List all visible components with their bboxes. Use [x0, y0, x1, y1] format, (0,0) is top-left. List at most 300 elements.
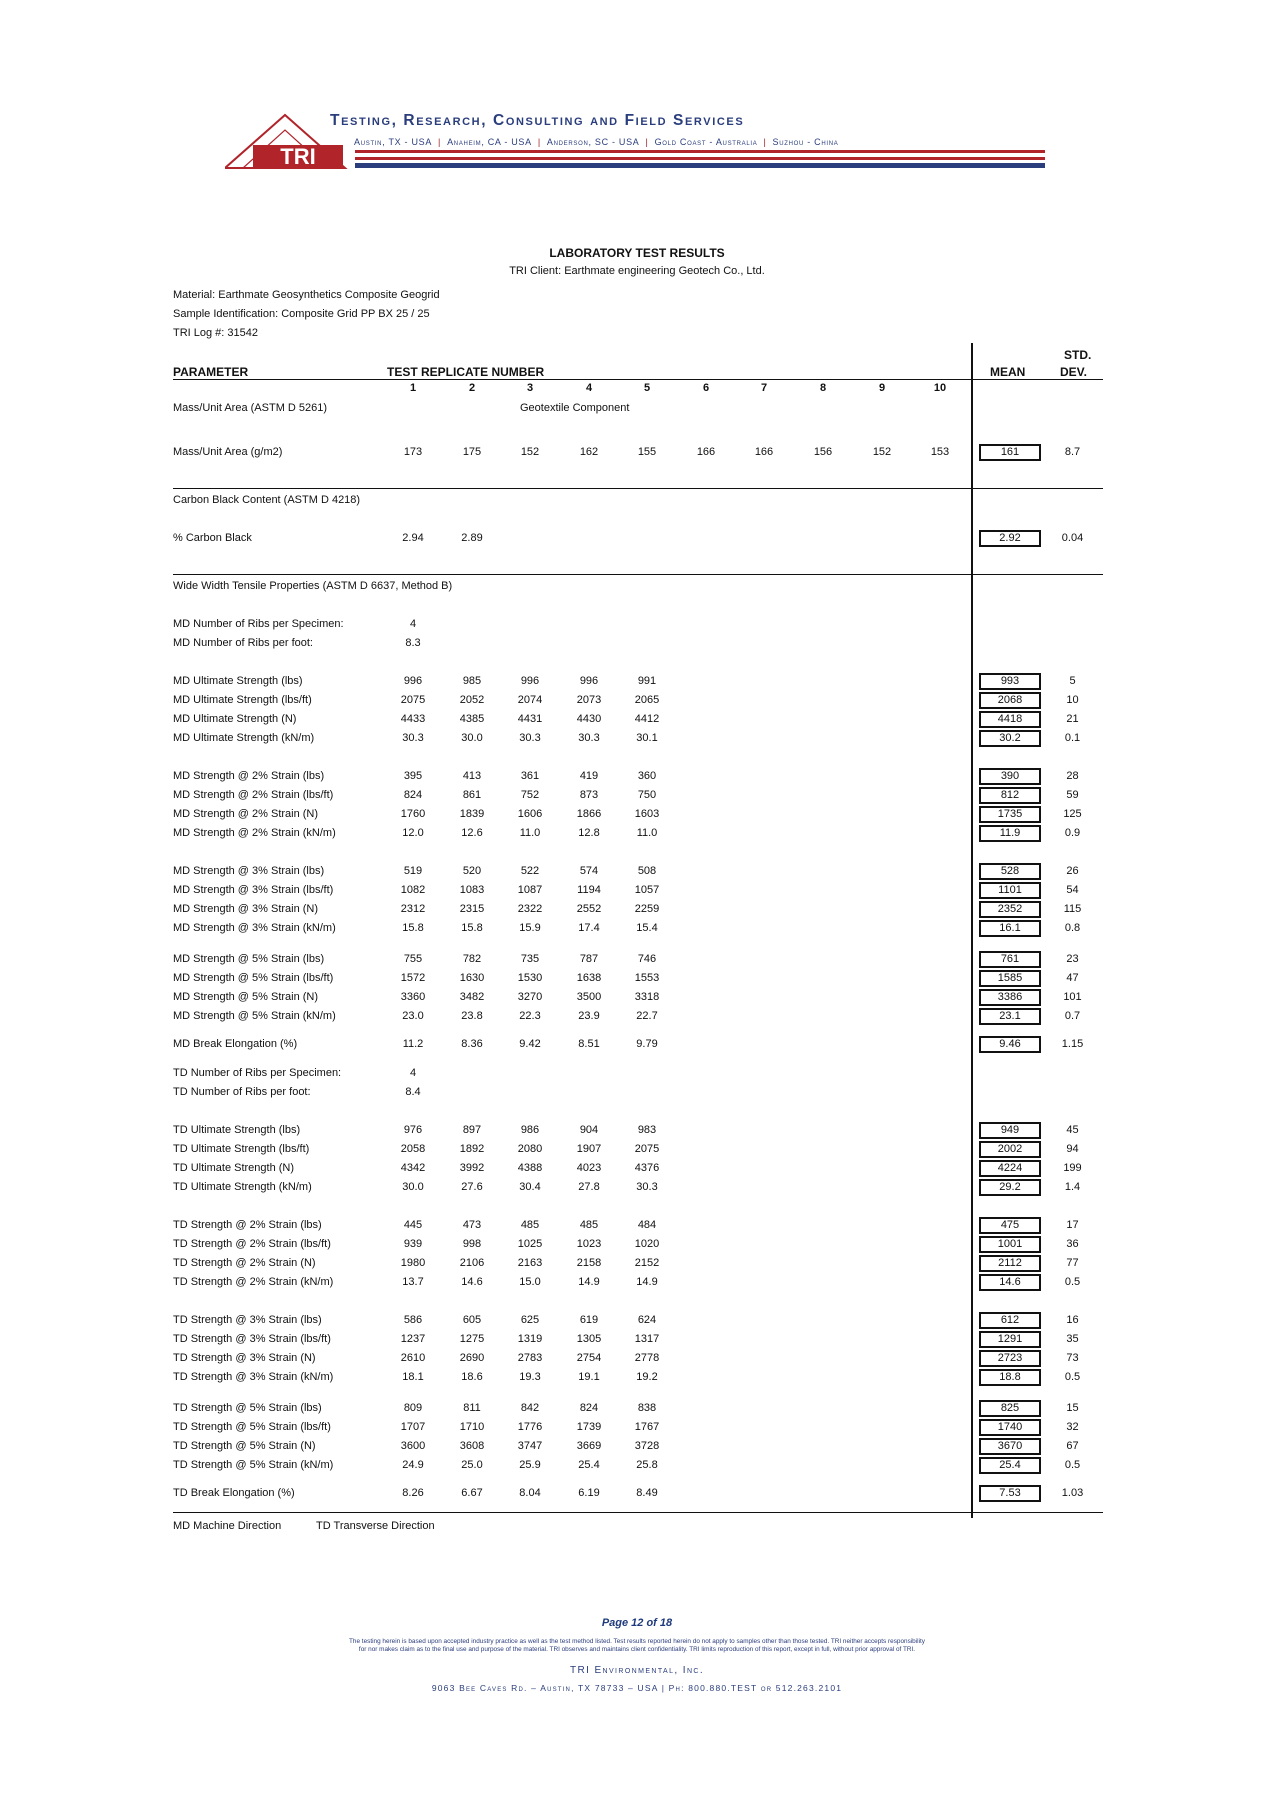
parameter-header: PARAMETER	[173, 365, 249, 379]
replicate-value: 19.1	[578, 1371, 600, 1383]
replicate-value: 8.3	[405, 637, 421, 649]
replicate-value: 1630	[459, 972, 485, 984]
replicate-value: 30.3	[519, 732, 541, 744]
replicate-value: 11.0	[636, 827, 658, 839]
replicate-value: 750	[637, 789, 657, 801]
replicate-value: 3270	[517, 991, 543, 1003]
row-label: TD Ultimate Strength (N)	[173, 1162, 295, 1174]
replicate-value: 2610	[400, 1352, 426, 1364]
std-dev-value: 199	[1063, 1162, 1082, 1174]
replicate-value: 1760	[400, 808, 426, 820]
std-dev-value: 21	[1066, 713, 1079, 725]
replicate-value: 1866	[576, 808, 602, 820]
replicate-value: 27.6	[461, 1181, 483, 1193]
replicate-value: 395	[403, 770, 423, 782]
row-label: TD Strength @ 2% Strain (lbs/ft)	[173, 1238, 331, 1250]
mean-value: 161	[979, 444, 1041, 461]
mean-value: 612	[979, 1312, 1041, 1329]
replicate-value: 8.26	[402, 1487, 424, 1499]
row-label: MD Strength @ 2% Strain (kN/m)	[173, 827, 336, 839]
replicate-value: 1275	[459, 1333, 485, 1345]
replicate-value: 12.6	[461, 827, 483, 839]
replicate-value: 14.9	[636, 1276, 658, 1288]
replicate-value: 986	[520, 1124, 540, 1136]
replicate-value: 996	[520, 675, 540, 687]
component-label: Geotextile Component	[520, 402, 630, 414]
replicate-value: 25.8	[636, 1459, 658, 1471]
replicate-value: 991	[637, 675, 657, 687]
row-label: MD Strength @ 3% Strain (lbs)	[173, 865, 325, 877]
replicate-value: 904	[579, 1124, 599, 1136]
row-label: TD Strength @ 3% Strain (N)	[173, 1352, 316, 1364]
replicate-value: 4431	[517, 713, 543, 725]
replicate-value: 1710	[459, 1421, 485, 1433]
mean-value: 390	[979, 768, 1041, 785]
replicate-value: 4342	[400, 1162, 426, 1174]
replicate-value: 1305	[576, 1333, 602, 1345]
replicate-value: 746	[637, 953, 657, 965]
mean-value: 825	[979, 1400, 1041, 1417]
replicate-value: 522	[520, 865, 540, 877]
row-label: TD Number of Ribs per Specimen:	[173, 1067, 342, 1079]
replicate-value: 2074	[517, 694, 543, 706]
mean-value: 2723	[979, 1350, 1041, 1367]
replicate-value: 2065	[634, 694, 660, 706]
replicate-value: 1530	[517, 972, 543, 984]
replicate-value: 1237	[400, 1333, 426, 1345]
replicate-value: 18.6	[461, 1371, 483, 1383]
replicate-value: 8.51	[578, 1038, 600, 1050]
replicate-value: 625	[520, 1314, 540, 1326]
replicate-value: 11.2	[402, 1038, 424, 1050]
row-label: MD Break Elongation (%)	[173, 1038, 298, 1050]
replicate-col-5: 5	[643, 382, 651, 394]
replicate-value: 811	[463, 1402, 481, 1414]
replicate-value: 166	[754, 446, 774, 458]
replicate-value: 624	[637, 1314, 657, 1326]
mean-value: 9.46	[979, 1036, 1041, 1053]
replicate-value: 809	[403, 1402, 423, 1414]
replicate-value: 30.3	[402, 732, 424, 744]
row-label: Wide Width Tensile Properties (ASTM D 6637, Method B)	[173, 580, 453, 592]
replicate-value: 2690	[459, 1352, 485, 1364]
std-dev-value: 59	[1066, 789, 1079, 801]
std-dev-value: 23	[1066, 953, 1079, 965]
replicate-value: 25.4	[578, 1459, 600, 1471]
legend-td: TD Transverse Direction	[316, 1520, 435, 1532]
std-dev-value: 45	[1066, 1124, 1079, 1136]
replicate-value: 4430	[576, 713, 602, 725]
disclaimer	[270, 1638, 1004, 1654]
replicate-col-7: 7	[760, 382, 768, 394]
mean-value: 993	[979, 673, 1041, 690]
replicate-value: 824	[403, 789, 423, 801]
replicate-value: 1980	[400, 1257, 426, 1269]
replicate-value: 996	[579, 675, 599, 687]
replicate-value: 3992	[459, 1162, 485, 1174]
replicate-value: 2073	[576, 694, 602, 706]
row-label: TD Ultimate Strength (lbs/ft)	[173, 1143, 310, 1155]
replicate-value: 574	[579, 865, 599, 877]
std-dev-value: 101	[1063, 991, 1082, 1003]
replicate-value: 1082	[400, 884, 426, 896]
std-dev-value: 1.4	[1064, 1181, 1081, 1193]
row-label: TD Strength @ 2% Strain (N)	[173, 1257, 316, 1269]
replicate-col-2: 2	[468, 382, 476, 394]
replicate-value: 8.04	[519, 1487, 541, 1499]
replicate-value: 413	[462, 770, 482, 782]
replicate-value: 985	[462, 675, 482, 687]
mean-value: 25.4	[979, 1457, 1041, 1474]
replicate-value: 2.89	[461, 532, 483, 544]
company-name: TRI Environmental, Inc.	[569, 1665, 705, 1676]
replicate-value: 752	[520, 789, 540, 801]
replicate-value: 2754	[576, 1352, 602, 1364]
mean-value: 528	[979, 863, 1041, 880]
row-label: Mass/Unit Area (ASTM D 5261)	[173, 402, 328, 414]
row-label: MD Strength @ 5% Strain (lbs/ft)	[173, 972, 334, 984]
std-dev-value: 0.04	[1061, 532, 1084, 544]
replicate-value: 6.19	[578, 1487, 600, 1499]
replicate-value: 586	[403, 1314, 423, 1326]
replicate-value: 6.67	[461, 1487, 483, 1499]
replicate-value: 152	[872, 446, 892, 458]
replicate-value: 2778	[634, 1352, 660, 1364]
replicate-value: 755	[403, 953, 423, 965]
row-label: TD Strength @ 2% Strain (kN/m)	[173, 1276, 334, 1288]
replicate-value: 4	[409, 1067, 417, 1079]
replicate-value: 12.8	[578, 827, 600, 839]
row-label: MD Strength @ 5% Strain (N)	[173, 991, 319, 1003]
row-label: TD Strength @ 3% Strain (lbs)	[173, 1314, 322, 1326]
replicate-value: 2163	[517, 1257, 543, 1269]
location-austin: Austin, TX - USA	[354, 137, 433, 147]
std-dev-value: 54	[1066, 884, 1079, 896]
row-label: TD Strength @ 3% Strain (kN/m)	[173, 1371, 334, 1383]
replicate-value: 1606	[517, 808, 543, 820]
replicate-value: 3608	[459, 1440, 485, 1452]
logo-text: TRI	[280, 144, 316, 169]
location-suzhou: Suzhou - China	[772, 137, 839, 147]
row-label: MD Number of Ribs per foot:	[173, 637, 313, 649]
std-dev-value: 0.1	[1064, 732, 1081, 744]
replicate-value: 8.4	[405, 1086, 421, 1098]
replicate-value: 2158	[576, 1257, 602, 1269]
replicate-value: 1892	[459, 1143, 485, 1155]
row-label: MD Ultimate Strength (kN/m)	[173, 732, 315, 744]
std-dev-value: 67	[1066, 1440, 1079, 1452]
replicate-value: 3600	[400, 1440, 426, 1452]
row-label: MD Number of Ribs per Specimen:	[173, 618, 344, 630]
std-dev-value: 5	[1069, 675, 1076, 687]
replicate-value: 2058	[400, 1143, 426, 1155]
mean-value: 23.1	[979, 1008, 1041, 1025]
replicate-col-10: 10	[933, 382, 947, 394]
replicate-value: 1023	[576, 1238, 602, 1250]
row-label: MD Strength @ 3% Strain (N)	[173, 903, 319, 915]
replicate-value: 153	[930, 446, 950, 458]
replicate-value: 2322	[517, 903, 543, 915]
replicate-value: 3500	[576, 991, 602, 1003]
mean-value: 18.8	[979, 1369, 1041, 1386]
replicate-value: 1707	[400, 1421, 426, 1433]
std-dev-value: 35	[1066, 1333, 1079, 1345]
replicate-value: 2.94	[402, 532, 424, 544]
mean-header: MEAN	[990, 365, 1026, 379]
replicate-value: 4385	[459, 713, 485, 725]
replicate-col-8: 8	[819, 382, 827, 394]
replicate-value: 9.79	[636, 1038, 658, 1050]
replicate-col-3: 3	[526, 382, 534, 394]
row-label: Carbon Black Content (ASTM D 4218)	[173, 494, 361, 506]
row-label: TD Strength @ 5% Strain (lbs/ft)	[173, 1421, 331, 1433]
row-label: MD Ultimate Strength (lbs/ft)	[173, 694, 312, 706]
replicate-value: 23.0	[402, 1010, 424, 1022]
mean-value: 29.2	[979, 1179, 1041, 1196]
mean-value: 2002	[979, 1141, 1041, 1158]
std-dev-value: 10	[1066, 694, 1079, 706]
row-label: TD Strength @ 5% Strain (lbs)	[173, 1402, 322, 1414]
std-dev-value: 0.9	[1064, 827, 1081, 839]
replicate-value: 1057	[634, 884, 660, 896]
replicate-value: 3747	[517, 1440, 543, 1452]
replicate-value: 998	[462, 1238, 482, 1250]
replicate-value: 1319	[517, 1333, 543, 1345]
row-label: TD Break Elongation (%)	[173, 1487, 295, 1499]
row-label: MD Strength @ 5% Strain (lbs)	[173, 953, 325, 965]
replicate-value: 4376	[634, 1162, 660, 1174]
std-dev-value: 115	[1063, 903, 1082, 915]
replicate-value: 473	[462, 1219, 482, 1231]
row-label: MD Strength @ 2% Strain (N)	[173, 808, 319, 820]
replicate-value: 15.8	[461, 922, 483, 934]
std-dev-value: 47	[1066, 972, 1079, 984]
row-label: % Carbon Black	[173, 532, 252, 544]
replicate-value: 3482	[459, 991, 485, 1003]
replicate-value: 1020	[634, 1238, 660, 1250]
std-dev-value: 17	[1066, 1219, 1079, 1231]
report-title: LABORATORY TEST RESULTS	[549, 246, 725, 260]
mean-value: 1740	[979, 1419, 1041, 1436]
row-label: MD Strength @ 5% Strain (kN/m)	[173, 1010, 336, 1022]
sample-id-line: Sample Identification: Composite Grid PP BX 25 / 25	[173, 308, 430, 320]
header-title: Testing, Research, Consulting and Field Services	[330, 112, 745, 129]
std-dev-value: 94	[1066, 1143, 1079, 1155]
replicate-value: 19.2	[636, 1371, 658, 1383]
mean-value: 1735	[979, 806, 1041, 823]
replicate-value: 1025	[517, 1238, 543, 1250]
replicate-value: 605	[462, 1314, 482, 1326]
replicate-value: 2152	[634, 1257, 660, 1269]
replicate-value: 519	[403, 865, 423, 877]
std-dev-value: 32	[1066, 1421, 1079, 1433]
row-label: Mass/Unit Area (g/m2)	[173, 446, 283, 458]
replicate-value: 13.7	[402, 1276, 424, 1288]
mean-value: 2.92	[979, 530, 1041, 547]
log-number-line: TRI Log #: 31542	[173, 327, 259, 339]
replicate-value: 1907	[576, 1143, 602, 1155]
mean-value: 1101	[979, 882, 1041, 899]
replicate-value: 485	[520, 1219, 540, 1231]
replicate-value: 166	[696, 446, 716, 458]
table-bottom-rule	[173, 1512, 1103, 1513]
legend-md: MD Machine Direction	[173, 1520, 282, 1532]
replicate-value: 976	[403, 1124, 423, 1136]
replicate-value: 173	[403, 446, 423, 458]
replicate-value: 1603	[634, 808, 660, 820]
mean-value: 1585	[979, 970, 1041, 987]
std-dev-value: 73	[1066, 1352, 1079, 1364]
mean-value: 812	[979, 787, 1041, 804]
replicate-value: 1553	[634, 972, 660, 984]
location-gold-coast: Gold Coast - Australia	[654, 137, 758, 147]
row-label: TD Strength @ 3% Strain (lbs/ft)	[173, 1333, 331, 1345]
mean-value: 949	[979, 1122, 1041, 1139]
std-header-top: STD.	[1064, 348, 1092, 362]
replicate-value: 3360	[400, 991, 426, 1003]
page-number: Page 12 of 18	[601, 1617, 673, 1629]
mean-value: 3386	[979, 989, 1041, 1006]
replicate-value: 2075	[400, 694, 426, 706]
std-dev-value: 8.7	[1064, 446, 1081, 458]
mean-value: 7.53	[979, 1485, 1041, 1502]
replicate-value: 1194	[577, 884, 601, 896]
replicate-value: 2783	[517, 1352, 543, 1364]
replicate-value: 15.8	[402, 922, 424, 934]
row-label: MD Ultimate Strength (N)	[173, 713, 297, 725]
replicate-value: 939	[403, 1238, 423, 1250]
replicate-value: 9.42	[519, 1038, 541, 1050]
replicate-value: 25.9	[519, 1459, 541, 1471]
replicate-value: 484	[637, 1219, 657, 1231]
section-rule-tensile	[173, 574, 1103, 575]
replicate-value: 445	[403, 1219, 423, 1231]
replicate-value: 30.0	[461, 732, 483, 744]
header-stripes	[355, 150, 1045, 172]
replicate-value: 485	[579, 1219, 599, 1231]
mean-value: 16.1	[979, 920, 1041, 937]
replicate-value: 162	[579, 446, 599, 458]
mean-value: 2352	[979, 901, 1041, 918]
replicate-value: 4412	[634, 713, 660, 725]
std-dev-value: 0.5	[1064, 1371, 1081, 1383]
row-label: TD Ultimate Strength (lbs)	[173, 1124, 301, 1136]
replicate-value: 25.0	[461, 1459, 483, 1471]
row-label: MD Strength @ 3% Strain (lbs/ft)	[173, 884, 334, 896]
replicate-value: 1839	[459, 808, 485, 820]
mean-value: 2068	[979, 692, 1041, 709]
replicate-value: 2312	[400, 903, 426, 915]
mean-value: 11.9	[979, 825, 1041, 842]
std-dev-value: 0.5	[1064, 1459, 1081, 1471]
replicate-value: 22.7	[636, 1010, 658, 1022]
replicate-value: 2106	[459, 1257, 485, 1269]
replicate-value: 4433	[400, 713, 426, 725]
replicate-value: 360	[637, 770, 657, 782]
std-dev-value: 36	[1066, 1238, 1079, 1250]
company-address: 9063 Bee Caves Rd. – Austin, TX 78733 – USA | Ph: 800.880.TEST or 512.263.2101	[431, 1683, 843, 1693]
replicate-value: 15.9	[519, 922, 541, 934]
mean-value: 3670	[979, 1438, 1041, 1455]
replicate-value: 873	[579, 789, 599, 801]
mean-value: 30.2	[979, 730, 1041, 747]
replicate-value: 2315	[459, 903, 485, 915]
replicate-value: 735	[520, 953, 540, 965]
replicate-value: 1317	[634, 1333, 660, 1345]
std-dev-value: 0.8	[1064, 922, 1081, 934]
replicate-value: 23.9	[578, 1010, 600, 1022]
replicate-value: 11.0	[519, 827, 541, 839]
mean-value: 1291	[979, 1331, 1041, 1348]
std-dev-value: 0.7	[1064, 1010, 1081, 1022]
replicate-value: 838	[637, 1402, 657, 1414]
replicate-value: 27.8	[578, 1181, 600, 1193]
replicate-value: 824	[579, 1402, 599, 1414]
replicate-value: 1767	[634, 1421, 660, 1433]
replicate-value: 19.3	[519, 1371, 541, 1383]
replicate-value: 996	[403, 675, 423, 687]
std-dev-value: 28	[1066, 770, 1079, 782]
replicate-value: 24.9	[402, 1459, 424, 1471]
location-anaheim: Anaheim, CA - USA	[447, 137, 532, 147]
replicate-value: 18.1	[402, 1371, 424, 1383]
replicate-value: 156	[813, 446, 833, 458]
replicate-value: 30.3	[636, 1181, 658, 1193]
client-line: TRI Client: Earthmate engineering Geotech Co., Ltd.	[509, 265, 765, 277]
replicate-value: 30.0	[402, 1181, 424, 1193]
replicate-value: 175	[462, 446, 482, 458]
replicate-value: 619	[579, 1314, 599, 1326]
replicate-value: 983	[637, 1124, 657, 1136]
replicate-value: 4388	[517, 1162, 543, 1174]
replicate-col-4: 4	[585, 382, 593, 394]
mean-value: 4224	[979, 1160, 1041, 1177]
replicate-col-1: 1	[409, 382, 417, 394]
std-dev-value: 15	[1066, 1402, 1079, 1414]
header-locations: Austin, TX - USA | Anaheim, CA - USA | Anderson, SC - USA | Gold Coast - Australia | Suzhou - China	[354, 137, 839, 147]
replicate-value: 14.9	[578, 1276, 600, 1288]
replicate-value: 1739	[576, 1421, 602, 1433]
disclaimer-line-2: for nor makes claim as to the final use and purpose of the material. TRI observes and maintains client confidentiality. TRI limits reproduction of this report, except in full, without prior approval of TRI.	[358, 1646, 916, 1653]
replicate-value: 30.3	[578, 732, 600, 744]
row-label: MD Ultimate Strength (lbs)	[173, 675, 303, 687]
row-label: TD Strength @ 5% Strain (kN/m)	[173, 1459, 334, 1471]
row-label: TD Strength @ 5% Strain (N)	[173, 1440, 316, 1452]
row-label: MD Strength @ 2% Strain (lbs/ft)	[173, 789, 334, 801]
replicate-value: 15.0	[519, 1276, 541, 1288]
replicate-value: 1572	[400, 972, 426, 984]
replicate-value: 897	[462, 1124, 482, 1136]
row-label: MD Strength @ 2% Strain (lbs)	[173, 770, 325, 782]
std-dev-value: 77	[1066, 1257, 1079, 1269]
replicate-value: 15.4	[636, 922, 658, 934]
mean-value: 14.6	[979, 1274, 1041, 1291]
mean-divider	[971, 343, 973, 1518]
replicate-value: 1638	[576, 972, 602, 984]
replicate-value: 3728	[634, 1440, 660, 1452]
row-label: TD Ultimate Strength (kN/m)	[173, 1181, 312, 1193]
replicate-value: 2552	[576, 903, 602, 915]
replicate-value: 152	[520, 446, 540, 458]
replicate-value: 4	[409, 618, 417, 630]
replicate-value: 361	[520, 770, 540, 782]
section-rule-carbon	[173, 488, 1103, 489]
replicate-value: 2080	[517, 1143, 543, 1155]
disclaimer-line-1: The testing herein is based upon accepted industry practice as well as the test method listed. Test results reported herein do not apply to samples other than those tested. TRI neither accepts responsibility	[349, 1638, 925, 1645]
replicate-value: 2259	[634, 903, 660, 915]
replicate-col-6: 6	[702, 382, 710, 394]
std-dev-value: 1.03	[1061, 1487, 1084, 1499]
